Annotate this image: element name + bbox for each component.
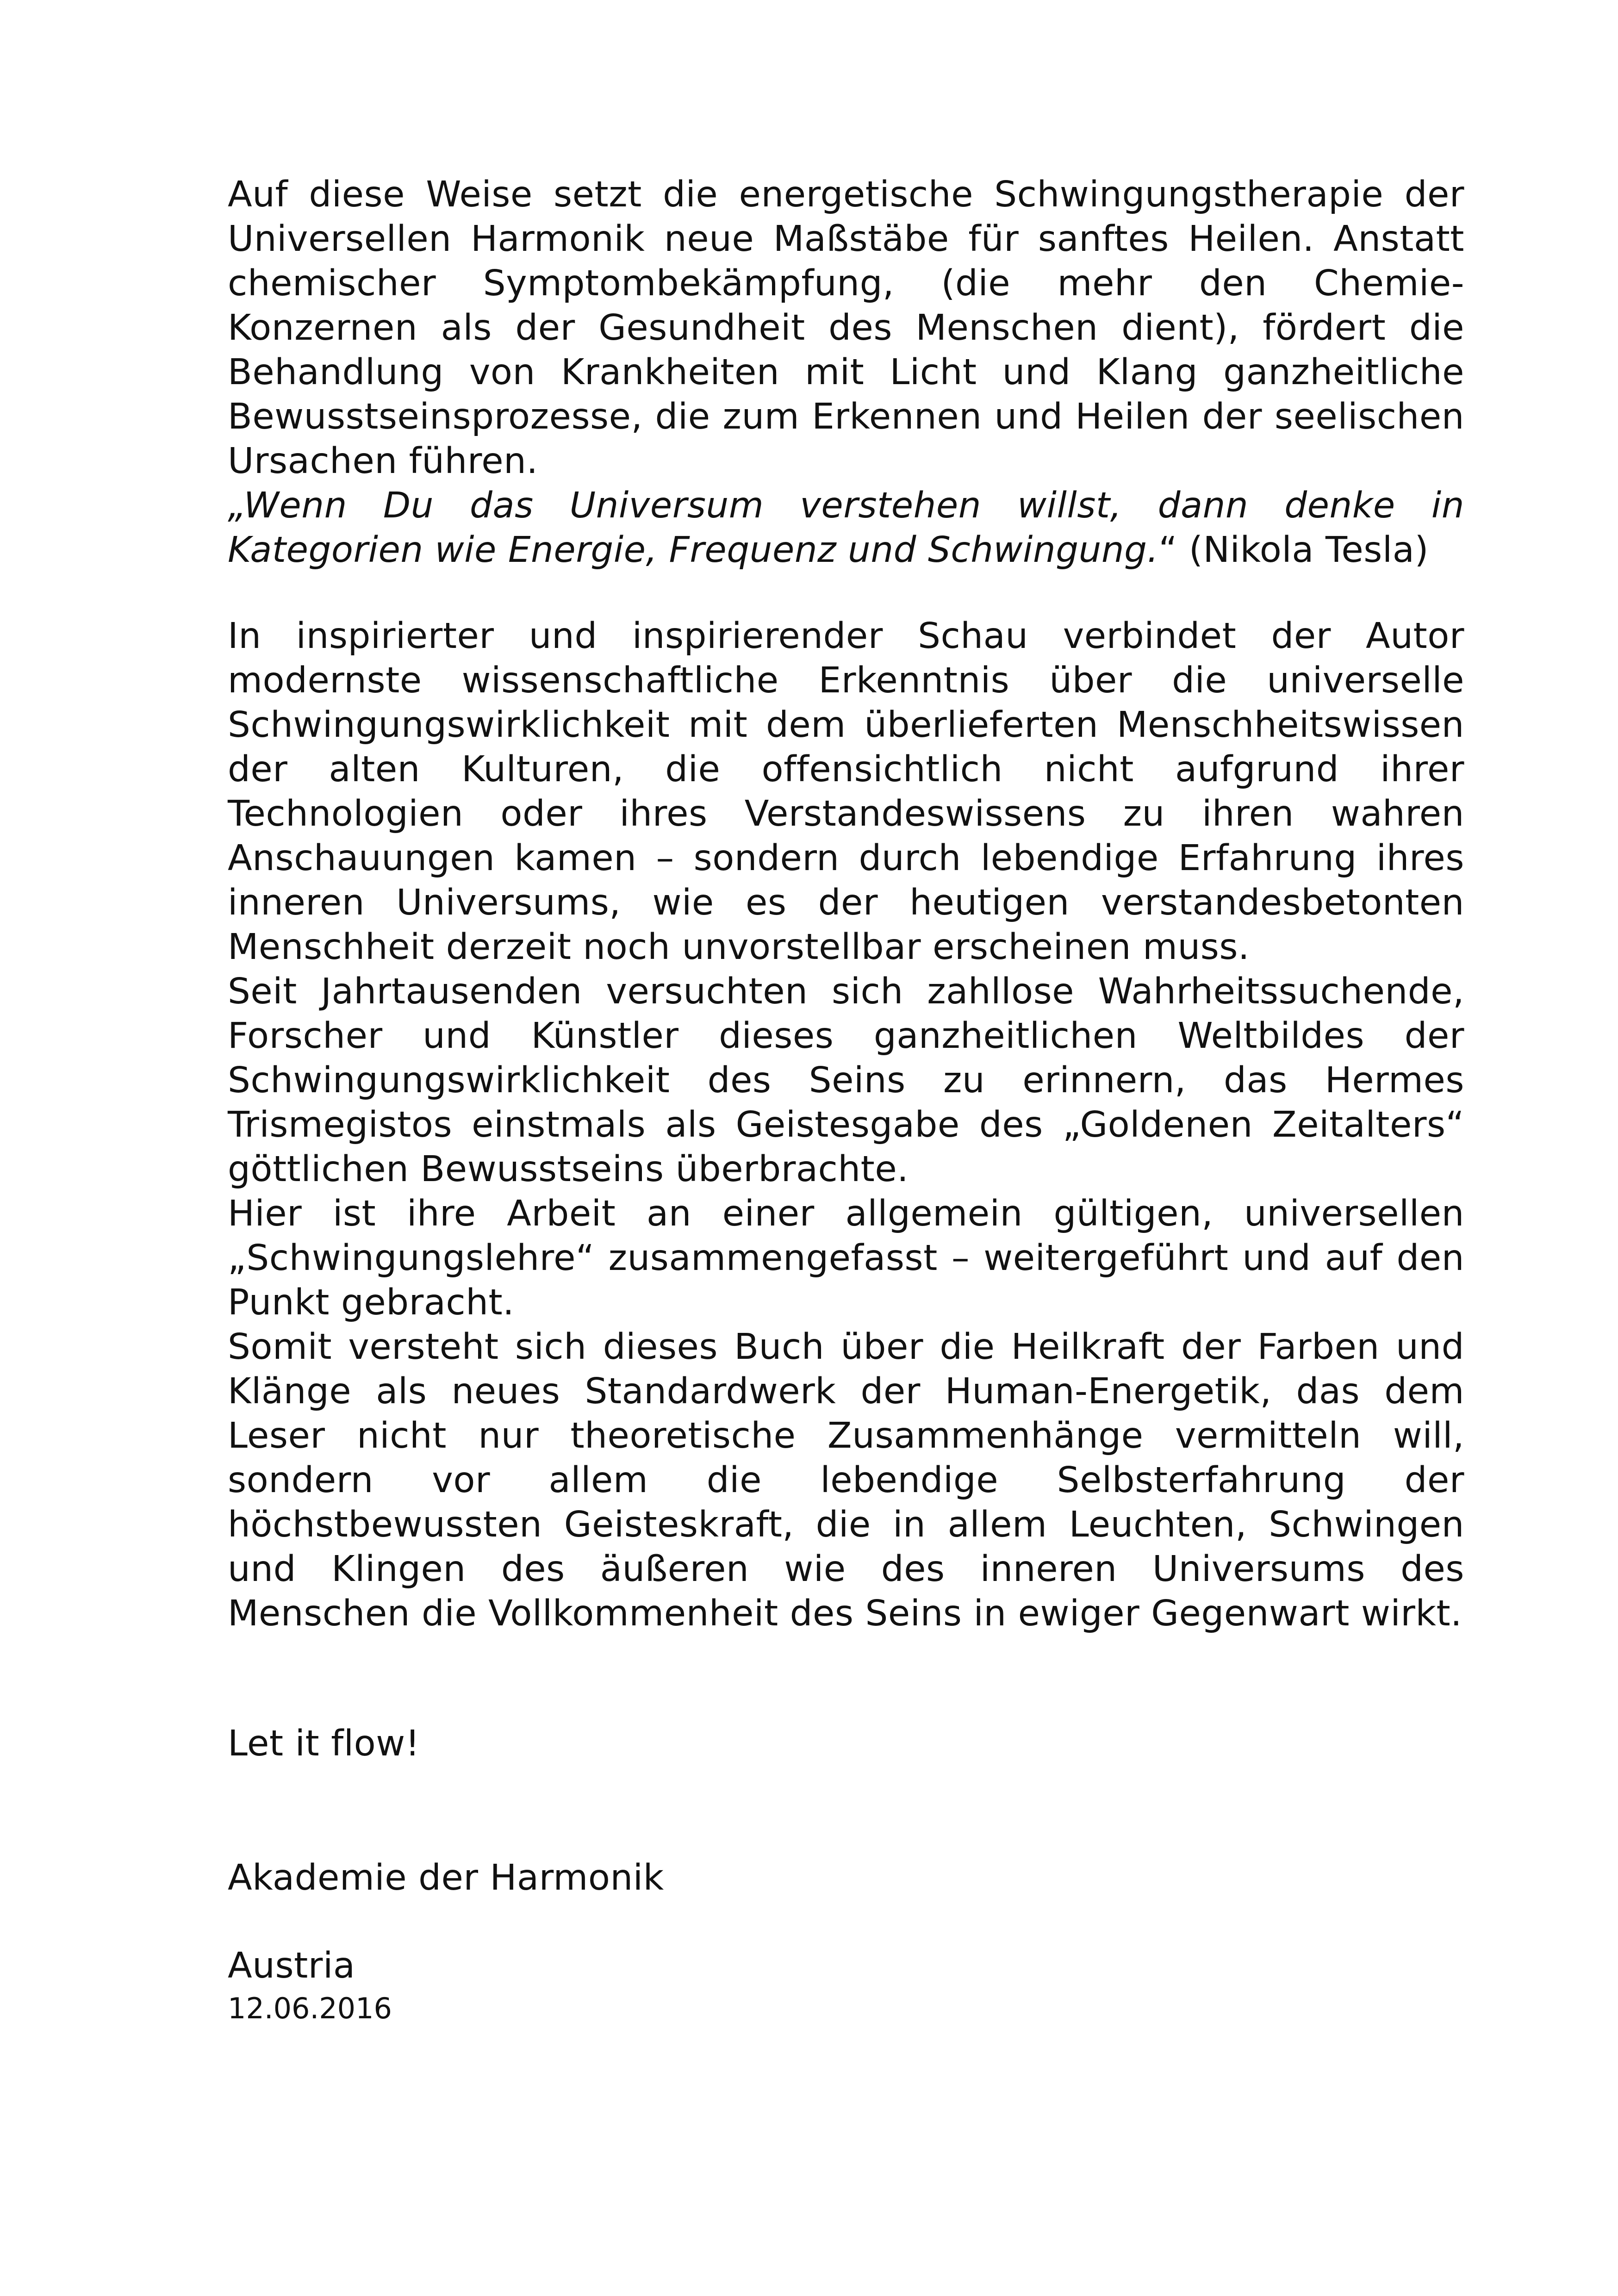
quote-text: „Wenn Du das Universum verstehen willst, dann denke in Kategorien wie Energie, Frequenz und Schwingung. <box>228 485 1464 571</box>
quote-closing-mark: “ <box>1158 529 1177 571</box>
signature-place: Austria <box>228 1945 355 1986</box>
quote-attribution: (Nikola Tesla) <box>1177 529 1429 571</box>
tesla-quote <box>228 484 1464 572</box>
closing-line: Let it flow! <box>228 1723 420 1764</box>
paragraph-summary: Hier ist ihre Arbeit an einer allgemein gültigen, universellen „Schwingungslehre“ zusammengefasst – weitergeführt und auf den Punkt gebracht. <box>228 1193 1464 1323</box>
signature-date: 12.06.2016 <box>228 1991 392 2025</box>
paragraph-book-purpose: Somit versteht sich dieses Buch über die Heilkraft der Farben und Klänge als neues Standardwerk der Human-Energetik, das dem Leser nicht nur theoretische Zusammenhänge vermitteln will, sondern vor allem die lebendige Selbsterfahrung der höchstbewussten Geisteskraft, die in allem Leuchten, Schwingen und Klingen des äußeren wie des inneren Universums des Menschen die Vollkommenheit des Seins in ewiger Gegenwart wirkt. <box>228 1326 1464 1634</box>
paragraph-ancient-knowledge: In inspirierter und inspirierender Schau verbindet der Autor modernste wissenschaftliche Erkenntnis über die universelle Schwingungswirklichkeit mit dem überlieferten Menschheitswissen der alten Kulturen, die offensichtlich nicht aufgrund ihrer Technologien oder ihres Verstandeswissens zu ihren wahren Anschauungen kamen – sondern durch lebendige Erfahrung ihres inneren Universums, wie es der heutigen verstandesbetonten Menschheit derzeit noch unvorstellbar erscheinen muss. <box>228 616 1464 968</box>
signature-organization: Akademie der Harmonik <box>228 1857 664 1898</box>
paragraph-intro: Auf diese Weise setzt die energetische Schwingungstherapie der Universellen Harmonik neue Maßstäbe für sanftes Heilen. Anstatt chemischer Symptombekämpfung, (die mehr den Chemie-Konzernen als der Gesundheit des Menschen dient), fördert die Behandlung von Krankheiten mit Licht und Klang ganzheitliche Bewusstseinsprozesse, die zum Erkennen und Heilen der seelischen Ursachen führen. <box>228 174 1464 482</box>
paragraph-millennia: Seit Jahrtausenden versuchten sich zahllose Wahrheitssuchende, Forscher und Künstler dieses ganzheitlichen Weltbildes der Schwingungswirklichkeit des Seins zu erinnern, das Hermes Trismegistos einstmals als Geistesgabe des „Goldenen Zeitalters“ göttlichen Bewusstseins überbrachte. <box>228 971 1464 1190</box>
